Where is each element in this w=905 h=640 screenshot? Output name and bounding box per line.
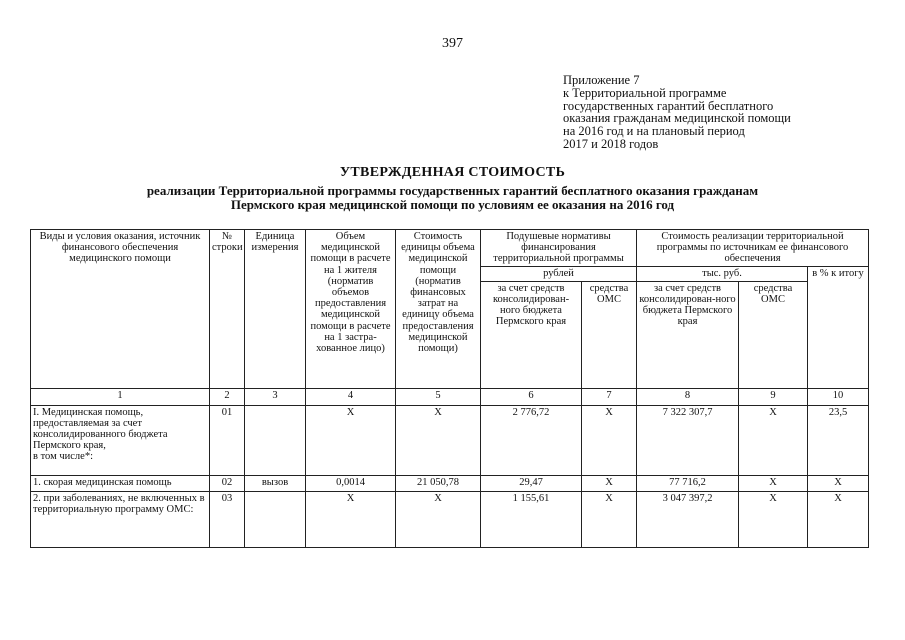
header-tc-budget: за счет средств консолидирован-ного бюджета Пермского края [637,281,739,388]
row-tc-budget: 3 047 397,2 [637,491,739,547]
row-cost: X [396,491,481,547]
row-percent: 23,5 [808,405,869,475]
row-tc-budget: 77 716,2 [637,475,739,491]
row-unit [245,405,306,475]
row-name [31,475,210,491]
header-per-capita: Подушевые нормативы финансирования территориальной программы [481,230,637,267]
page-number: 397 [442,36,463,51]
column-number: 1 [31,388,210,405]
row-tc-budget: 7 322 307,7 [637,405,739,475]
column-number: 2 [210,388,245,405]
appendix-line: Приложение 7 [563,73,640,87]
table-row [31,475,869,491]
column-number: 5 [396,388,481,405]
cost-table [30,229,869,548]
document-subtitle [60,184,845,212]
row-volume: 0,0014 [306,475,396,491]
subtitle-line: реализации Территориальной программы государственных гарантий бесплатного оказания гражданам [146,183,759,198]
appendix-note [563,74,791,151]
row-volume: X [306,491,396,547]
column-number: 10 [808,388,869,405]
row-pc-oms: X [582,405,637,475]
table-row [31,405,869,475]
appendix-line: оказания гражданам медицинской помощи [563,111,791,126]
row-pc-oms: X [582,475,637,491]
row-tc-oms: X [739,475,808,491]
row-name-line: 1. скорая медицинская помощь [33,476,172,488]
row-percent: X [808,491,869,547]
row-name-line: в том числе*: [33,451,93,463]
row-cost: 21 050,78 [396,475,481,491]
column-number: 6 [481,388,582,405]
header-volume: Объем медицинской помощи в расчете на 1 жителя (норматив объемов предоставления медицинской помощи в расчете на 1 застра-хованное лицо) [306,230,396,389]
header-rubles: рублей [481,266,637,281]
row-pc-budget: 29,47 [481,475,582,491]
row-unit: вызов [245,475,306,491]
header-thousand-rub: тыс. руб. [637,266,808,281]
subtitle-line: Пермского края медицинской помощи по условиям ее оказания на 2016 год [230,197,675,212]
column-number: 9 [739,388,808,405]
row-pc-budget: 2 776,72 [481,405,582,475]
header-types: Виды и условия оказания, источник финансового обеспечения медицинского помощи [31,230,210,389]
column-number: 3 [245,388,306,405]
row-unit [245,491,306,547]
column-number: 7 [582,388,637,405]
header-total-cost: Стоимость реализации территориальной программы по источникам ее финансового обеспечения [637,230,869,267]
appendix-line: 2017 и 2018 годов [563,136,659,151]
row-pc-oms: X [582,491,637,547]
row-cost: X [396,405,481,475]
column-numbers-row [31,388,869,405]
row-name-line: 2. при заболеваниях, не включенных в территориальную программу ОМС: [33,492,205,515]
row-no: 02 [210,475,245,491]
row-tc-oms: X [739,491,808,547]
header-cost-unit: Стоимость единицы объема медицинской помощи (норматив финансовых затрат на единицу объема предоставления медицинской помощи) [396,230,481,389]
row-name [31,405,210,475]
header-percent: в % к итогу [808,266,869,388]
row-volume: X [306,405,396,475]
header-pc-oms: средства ОМС [582,281,637,388]
row-percent: X [808,475,869,491]
row-name [31,491,210,547]
row-no: 03 [210,491,245,547]
header-row-no: № строки [210,230,245,389]
column-number: 4 [306,388,396,405]
header-pc-budget: за счет средств консолидирован-ного бюджета Пермского края [481,281,582,388]
table-row [31,491,869,547]
row-name-line: I. Медицинская помощь, предоставляемая за счет консолидированного бюджета Пермского края, [33,406,168,452]
header-tc-oms: средства ОМС [739,281,808,388]
row-tc-oms: X [739,405,808,475]
row-pc-budget: 1 155,61 [481,491,582,547]
column-number: 8 [637,388,739,405]
document-title: УТВЕРЖДЕННАЯ СТОИМОСТЬ [339,165,566,180]
appendix-line: к Территориальной программе [563,85,727,100]
header-unit: Единица измерения [245,230,306,389]
row-no: 01 [210,405,245,475]
appendix-line: государственных гарантий бесплатного [563,98,774,113]
appendix-line: на 2016 год и на плановый период [563,124,745,139]
